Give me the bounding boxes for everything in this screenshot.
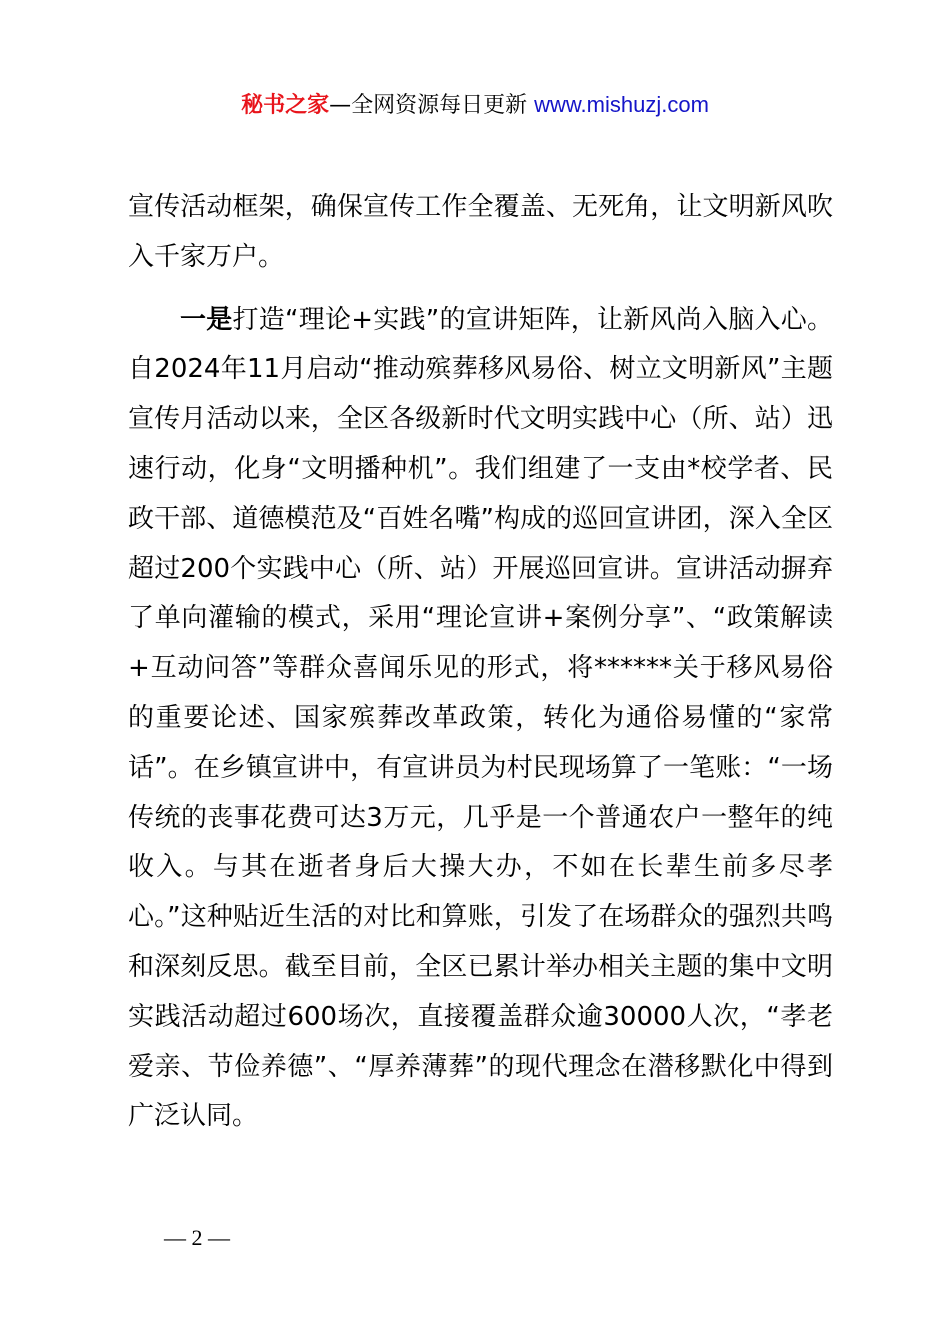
site-brand: 秘书之家 (241, 93, 330, 118)
paragraph-lead: 一是 (180, 304, 233, 335)
site-header (0, 88, 950, 123)
site-slogan: —全网资源每日更新 (329, 93, 535, 118)
paragraph-text: 宣传活动框架，确保宣传工作全覆盖、无死角，让文明新风吹入千家万户。 (128, 192, 833, 272)
page-number: — 2 — (164, 1225, 230, 1250)
paragraph-first-point (128, 296, 833, 1143)
paragraph-text: 打造“理论+实践”的宣讲矩阵，让新风尚入脑入心。自2024年11月启动“推动殡葬移风易俗、树立文明新风”主题宣传月活动以来，全区各级新时代文明实践中心（所、站）迅速行动，化身“文明播种机”。我们组建了一支由*校学者、民政干部、道德模范及“百姓名嘴”构成的巡回宣讲团，深入全区超过200个实践中心（所、站）开展巡回宣讲。宣讲活动摒弃了单向灌输的模式，采用“理论宣讲+案例分享”、“政策解读+互动问答”等群众喜闻乐见的形式，将******关于移风易俗的重要论述、国家殡葬改革政策，转化为通俗易懂的“家常话”。在乡镇宣讲中，有宣讲员为村民现场算了一笔账：“一场传统的丧事花费可达3万元，几乎是一个普通农户一整年的纯收入。与其在逝者身后大操大办，不如在长辈生前多尽孝心。”这种贴近生活的对比和算账，引发了在场群众的强烈共鸣和深刻反思。截至目前，全区已累计举办相关主题的集中文明实践活动超过600场次，直接覆盖群众逾30000人次，“孝老爱亲、节俭养德”、“厚养薄葬”的现代理念在潜移默化中得到广泛认同。 (128, 304, 833, 1132)
site-url-link[interactable]: www.mishuzj.com (534, 92, 709, 117)
paragraph-continued (128, 183, 833, 283)
document-body (128, 183, 833, 1142)
